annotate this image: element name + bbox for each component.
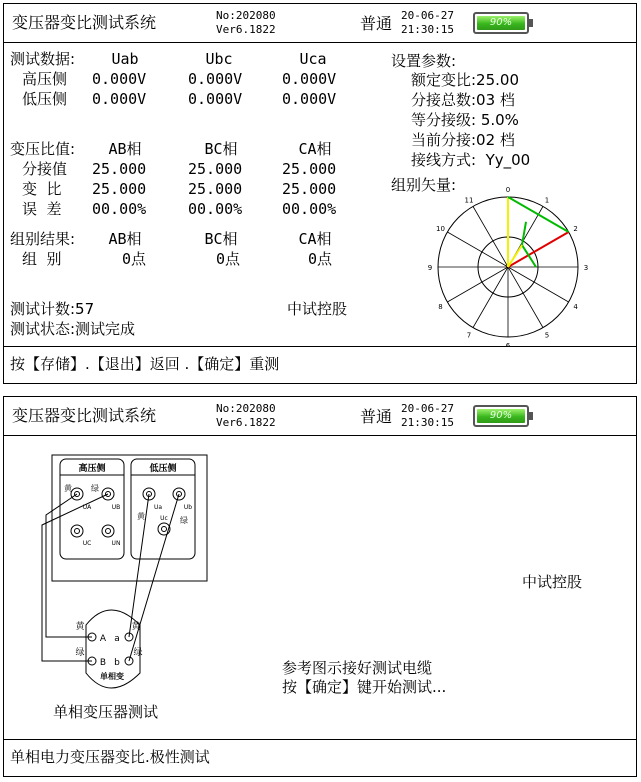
lv-green-label: 绿 (180, 516, 188, 525)
row-label-group: 组 别 (22, 250, 62, 268)
term-un: UN (111, 540, 121, 547)
wiring-diagram (4, 435, 264, 740)
header-bar (4, 397, 636, 436)
vector-ref-line (508, 232, 569, 267)
error-ab: 00.00% (92, 200, 147, 218)
tx-term-B: B (99, 658, 107, 668)
group-vector-diagram (428, 187, 588, 347)
footer-hint: 按【存储】.【退出】返回 .【确定】重测 (10, 355, 280, 373)
vector-title: 组别矢量: (391, 176, 457, 194)
clock-label: 10 (435, 225, 445, 233)
lv-uab: 0.000V (92, 90, 147, 108)
tx-green-left: 绿 (75, 648, 85, 658)
row-label-error: 误 差 (22, 200, 62, 218)
clock-label: 9 (428, 264, 433, 272)
tx-green-right: 绿 (133, 648, 143, 658)
ratio-ab: 25.000 (92, 180, 147, 198)
battery-icon (473, 405, 529, 427)
clock-label: 4 (573, 303, 578, 311)
clock-label: 11 (464, 196, 474, 205)
clock-label: 1 (544, 196, 550, 205)
ratio-col-ca: CA相 (298, 140, 332, 158)
term-uc: UC (82, 540, 92, 547)
cable-hv-yellow (46, 494, 92, 637)
row-label-ratio: 变 比 (22, 180, 62, 198)
setting-tap-step: 等分接级: 5.0% (411, 111, 519, 129)
serial-number: No:202080 (216, 9, 276, 22)
instruction-line-1: 参考图示接好测试电缆 (282, 659, 433, 677)
settings-title: 设置参数: (391, 52, 457, 70)
footer-bar (4, 346, 636, 383)
group-col-ca: CA相 (298, 230, 332, 248)
lv-title: 低压侧 (149, 464, 177, 474)
mode-label: 普通 (360, 14, 393, 33)
tx-term-A: A (99, 634, 107, 644)
tap-ca: 25.000 (282, 160, 337, 178)
hv-yellow-label: 黄 (64, 484, 72, 493)
hv-ubc: 0.000V (188, 70, 243, 88)
ratio-result-screen (3, 3, 637, 384)
vector-spoke (447, 232, 508, 267)
group-ab: 0点 (122, 250, 147, 268)
vector-inner-triangle (522, 222, 536, 267)
col-uab: Uab (111, 50, 139, 68)
time-label: 21:30:15 (401, 23, 454, 36)
vector-spoke (473, 206, 508, 267)
vector-lv-line (508, 197, 569, 232)
battery-percent: 90% (489, 17, 513, 28)
serial-number: No:202080 (216, 402, 276, 415)
setting-wiring: 接线方式: Yy_00 (411, 151, 531, 169)
vector-spoke (508, 267, 569, 302)
hv-title: 高压侧 (78, 464, 106, 474)
tap-ab: 25.000 (92, 160, 147, 178)
ratio-col-ab: AB相 (108, 140, 142, 158)
date-label: 20-06-27 (401, 402, 454, 415)
hv-uca: 0.000V (282, 70, 337, 88)
diagram-caption: 单相变压器测试 (53, 703, 159, 721)
test-status: 测试状态:测试完成 (10, 320, 136, 338)
col-uca: Uca (299, 50, 327, 68)
footer-bar (4, 739, 636, 776)
group-bc: 0点 (216, 250, 241, 268)
ratio-label: 变压比值: (10, 140, 76, 158)
term-ub: UB (111, 504, 121, 511)
clock-label: 6 (505, 342, 511, 347)
version-label: Ver6.1822 (216, 416, 276, 429)
mode-label: 普通 (360, 407, 393, 426)
tx-term-b: b (114, 658, 120, 668)
vector-spoke (473, 267, 508, 328)
clock-label: 8 (438, 303, 443, 311)
group-col-bc: BC相 (204, 230, 238, 248)
app-title: 变压器变比测试系统 (12, 13, 157, 32)
lv-uca: 0.000V (282, 90, 337, 108)
clock-label: 2 (573, 225, 578, 233)
ratio-bc: 25.000 (188, 180, 243, 198)
app-title: 变压器变比测试系统 (12, 406, 157, 425)
ratio-col-bc: BC相 (204, 140, 238, 158)
col-ubc: Ubc (205, 50, 233, 68)
instruction-line-2: 按【确定】键开始测试... (282, 678, 447, 696)
vector-spoke (508, 267, 543, 328)
test-data-label: 测试数据: (10, 50, 76, 68)
vector-spoke (447, 267, 508, 302)
term-ua: UA (82, 504, 92, 511)
lv-ua: Ua (153, 504, 163, 511)
battery-percent: 90% (489, 410, 513, 421)
tx-yellow-right: 黄 (131, 622, 141, 632)
hv-green-label: 绿 (91, 484, 99, 493)
clock-label: 0 (505, 187, 511, 194)
clock-label: 7 (466, 331, 472, 340)
time-label: 21:30:15 (401, 416, 454, 429)
clock-label: 5 (544, 331, 550, 340)
setting-rated-ratio: 额定变比:25.00 (411, 71, 519, 89)
lv-yellow-label: 黄 (137, 512, 145, 521)
tx-yellow-left: 黄 (75, 622, 85, 632)
test-count: 测试计数:57 (10, 300, 95, 318)
tx-name: 单相变 (100, 672, 124, 681)
error-bc: 00.00% (188, 200, 243, 218)
watermark-1: 中试控股 (287, 300, 348, 318)
lv-ub: Ub (183, 504, 193, 511)
group-label: 组别结果: (10, 230, 76, 248)
wiring-guide-screen (3, 396, 637, 777)
error-ca: 00.00% (282, 200, 337, 218)
hv-uab: 0.000V (92, 70, 147, 88)
footer-title: 单相电力变压器变比.极性测试 (10, 748, 210, 766)
row-label-hv: 高压侧 (22, 70, 68, 88)
tx-term-a: a (114, 634, 120, 644)
row-label-tap: 分接值 (22, 160, 68, 178)
date-label: 20-06-27 (401, 9, 454, 22)
group-ca: 0点 (308, 250, 333, 268)
setting-tap-total: 分接总数:03 档 (411, 91, 515, 109)
clock-label: 3 (583, 264, 588, 272)
lv-uc: Uc (160, 515, 168, 522)
tap-bc: 25.000 (188, 160, 243, 178)
lv-ubc: 0.000V (188, 90, 243, 108)
version-label: Ver6.1822 (216, 23, 276, 36)
watermark-2: 中试控股 (522, 573, 583, 591)
row-label-lv: 低压侧 (22, 90, 68, 108)
setting-current-tap: 当前分接:02 档 (411, 131, 515, 149)
group-col-ab: AB相 (108, 230, 142, 248)
header-bar (4, 4, 636, 43)
battery-icon (473, 12, 529, 34)
ratio-ca: 25.000 (282, 180, 337, 198)
